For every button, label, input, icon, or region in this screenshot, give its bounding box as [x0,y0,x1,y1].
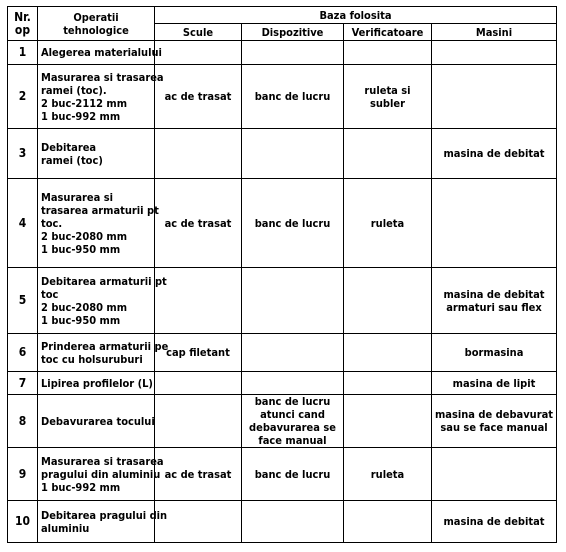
row-scule: cap filetant [155,334,242,372]
row-dispozitive [242,372,344,395]
row-scule [155,372,242,395]
row-masini [432,41,557,65]
row-nr: 10 [8,501,38,543]
header-baza-folosita: Baza folosita [155,7,557,24]
row-dispozitive: banc de lucru [242,179,344,268]
row-verificatoare [344,129,432,179]
table-row [8,41,557,65]
row-masini: masina de debitat [432,129,557,179]
row-nr: 9 [8,448,38,501]
table-row [8,65,557,129]
row-scule: ac de trasat [155,179,242,268]
header-operatii: Operatii tehnologice [38,7,155,41]
row-dispozitive [242,501,344,543]
row-operation: Debitarea ramei (toc) [38,129,155,179]
row-masini: masina de lipit [432,372,557,395]
header-dispozitive: Dispozitive [242,24,344,41]
table-row [8,179,557,268]
row-operation: Debavurarea tocului [38,395,155,448]
table-row [8,268,557,334]
row-verificatoare [344,41,432,65]
row-operation: Lipirea profilelor (L) [38,372,155,395]
row-masini: bormasina [432,334,557,372]
row-masini [432,179,557,268]
row-masini [432,448,557,501]
header-masini: Masini [432,24,557,41]
row-operation: Masurarea si trasarea ramei (toc). 2 buc-2112 mm 1 buc-992 mm [38,65,155,129]
row-dispozitive [242,41,344,65]
operations-table [7,6,557,543]
row-dispozitive: banc de lucru [242,65,344,129]
row-operation: Debitarea armaturii pt toc 2 buc-2080 mm 1 buc-950 mm [38,268,155,334]
row-verificatoare [344,268,432,334]
row-nr: 7 [8,372,38,395]
row-nr: 4 [8,179,38,268]
row-verificatoare [344,334,432,372]
header-nr: Nr. op [8,7,38,41]
table-row [8,501,557,543]
row-nr: 6 [8,334,38,372]
row-operation: Masurarea si trasarea pragului din aluminiu 1 buc-992 mm [38,448,155,501]
row-operation: Alegerea materialului [38,41,155,65]
row-verificatoare [344,501,432,543]
row-scule [155,268,242,334]
row-verificatoare: ruleta [344,448,432,501]
row-verificatoare [344,395,432,448]
row-scule [155,501,242,543]
row-nr: 5 [8,268,38,334]
row-dispozitive: banc de lucru atunci cand debavurarea se face manual [242,395,344,448]
row-dispozitive [242,334,344,372]
row-masini: masina de debitat armaturi sau flex [432,268,557,334]
table-row [8,395,557,448]
row-operation: Debitarea pragului din aluminiu [38,501,155,543]
row-operation: Masurarea si trasarea armaturii pt toc. 2 buc-2080 mm 1 buc-950 mm [38,179,155,268]
row-masini [432,65,557,129]
row-nr: 3 [8,129,38,179]
row-dispozitive [242,129,344,179]
row-masini: masina de debavurat sau se face manual [432,395,557,448]
row-dispozitive: banc de lucru [242,448,344,501]
table-row [8,448,557,501]
row-scule [155,395,242,448]
row-verificatoare: ruleta si subler [344,65,432,129]
table-row [8,334,557,372]
table-row [8,372,557,395]
row-masini: masina de debitat [432,501,557,543]
header-scule: Scule [155,24,242,41]
row-verificatoare: ruleta [344,179,432,268]
row-nr: 8 [8,395,38,448]
row-scule: ac de trasat [155,448,242,501]
row-scule [155,41,242,65]
row-scule: ac de trasat [155,65,242,129]
row-dispozitive [242,268,344,334]
row-operation: Prinderea armaturii pe toc cu holsuruburi [38,334,155,372]
row-nr: 1 [8,41,38,65]
table-row [8,129,557,179]
header-verificatoare: Verificatoare [344,24,432,41]
row-verificatoare [344,372,432,395]
row-scule [155,129,242,179]
row-nr: 2 [8,65,38,129]
